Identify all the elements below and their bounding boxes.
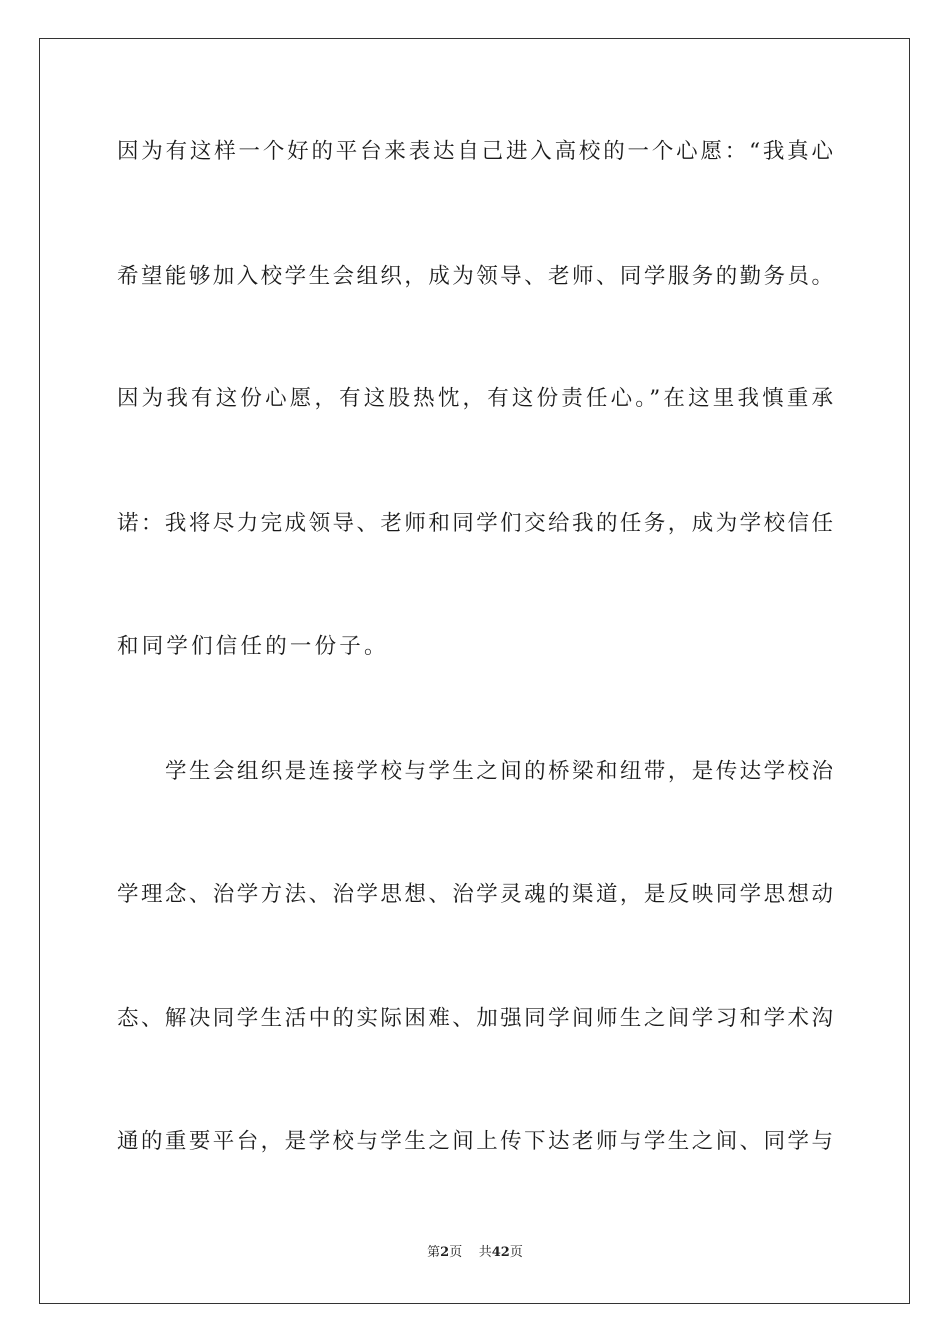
text-line-3: 因为我有这份心愿，有这股热忱，有这份责任心。”在这里我慎重承 (117, 386, 833, 411)
text-line-9: 通的重要平台，是学校与学生之间上传下达老师与学生之间、同学与 (117, 1129, 833, 1154)
text-line-8: 态、解决同学生活中的实际困难、加强同学间师生之间学习和学术沟 (117, 1006, 833, 1031)
paragraph-2-first-line: 学生会组织是连接学校与学生之间的桥梁和纽带，是传达学校治 (165, 759, 833, 784)
text-line-5: 和同学们信任的一份子。 (117, 634, 389, 659)
page-footer (0, 1244, 950, 1262)
total-page-number: 42 (491, 1245, 510, 1260)
total-prefix: 共 (478, 1245, 492, 1260)
text-line-2: 希望能够加入校学生会组织，成为领导、老师、同学服务的勤务员。 (117, 264, 833, 289)
text-line-1: 因为有这样一个好的平台来表达自己进入高校的一个心愿：“我真心 (117, 139, 833, 164)
text-line-4: 诺：我将尽力完成领导、老师和同学们交给我的任务，成为学校信任 (117, 511, 833, 536)
page-suffix: 页 (449, 1245, 463, 1260)
text-line-7: 学理念、治学方法、治学思想、治学灵魂的渠道，是反映同学思想动 (117, 882, 833, 907)
page-prefix: 第 (427, 1245, 441, 1260)
current-page-number: 2 (440, 1245, 450, 1260)
page-border (39, 38, 910, 1304)
total-suffix: 页 (509, 1245, 523, 1260)
